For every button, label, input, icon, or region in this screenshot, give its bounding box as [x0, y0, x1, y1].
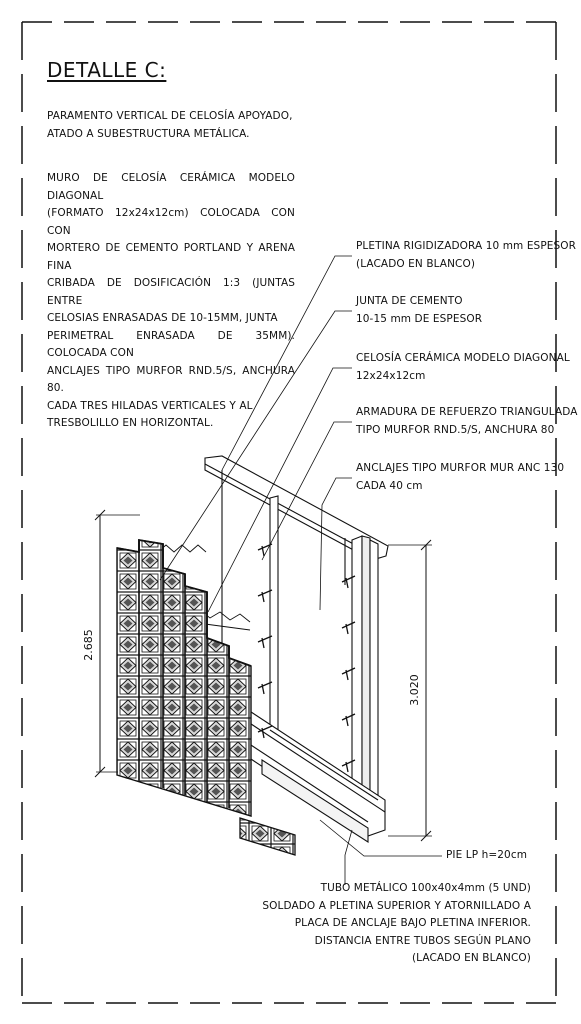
- label-line: SOLDADO A PLETINA SUPERIOR Y ATORNILLADO A: [262, 899, 531, 912]
- description-line: PERIMETRAL ENRASADA DE 35MM). COLOCADA CON: [47, 329, 295, 359]
- description-line: CELOSIAS ENRASADAS DE 10-15MM, JUNTA: [47, 312, 278, 324]
- label-line: CADA 40 cm: [356, 479, 423, 492]
- description-line: CADA TRES HILADAS VERTICALES Y AL: [47, 399, 253, 412]
- label-line: (LACADO EN BLANCO): [356, 257, 476, 270]
- label-line: TUBO METÁLICO 100x40x4mm (5 UND): [320, 882, 531, 894]
- label-celosia: [356, 350, 570, 385]
- label-line: DISTANCIA ENTRE TUBOS SEGÚN PLANO: [314, 934, 531, 947]
- label-line: CELOSÍA CERÁMICA MODELO DIAGONAL: [356, 352, 570, 364]
- label-armadura: [356, 404, 578, 439]
- description-text: [47, 170, 295, 433]
- label-line: JUNTA DE CEMENTO: [356, 295, 463, 307]
- description-line: MURO DE CELOSÍA CERÁMICA MODELO DIAGONAL: [47, 172, 295, 202]
- description-line: CRIBADA DE DOSIFICACIÓN 1:3 (JUNTAS ENTRE: [47, 277, 295, 307]
- label-line: ANCLAJES TIPO MURFOR MUR ANC 130: [356, 462, 565, 474]
- label-line: TIPO MURFOR RND.5/S, ANCHURA 80: [356, 423, 555, 436]
- label-line: 10-15 mm DE ESPESOR: [356, 312, 483, 325]
- label-line: (LACADO EN BLANCO): [411, 952, 531, 964]
- label-anclajes: [356, 460, 564, 495]
- description-line: TRESBOLILLO EN HORIZONTAL.: [47, 417, 214, 429]
- intro-line: PARAMENTO VERTICAL DE CELOSÍA APOYADO,: [47, 110, 293, 122]
- label-line: 12x24x12cm: [356, 369, 426, 382]
- detail-title: DETALLE C:: [47, 58, 167, 82]
- label-line: PLACA DE ANCLAJE BAJO PLETINA INFERIOR.: [294, 917, 531, 929]
- ground-course: [240, 818, 295, 855]
- description-line: MORTERO DE CEMENTO PORTLAND Y ARENA FINA: [47, 242, 295, 272]
- label-line: ARMADURA DE REFUERZO TRIANGULADA: [356, 406, 578, 418]
- lattice-wall: [117, 540, 295, 855]
- intro-line: ATADO A SUBESTRUCTURA METÁLICA.: [47, 127, 250, 140]
- label-junta: [356, 293, 482, 328]
- dimension-right: 3.020: [408, 674, 421, 706]
- label-line: PLETINA RIGIDIZADORA 10 mm ESPESOR: [356, 240, 577, 252]
- description-line: ANCLAJES TIPO MURFOR RND.5/S, ANCHURA 80.: [47, 364, 295, 394]
- intro-text: [47, 108, 293, 143]
- label-pie: PIE LP h=20cm: [446, 849, 528, 861]
- label-tubo: [262, 880, 531, 968]
- dimension-left: 2.685: [82, 629, 95, 661]
- label-pletina: [356, 238, 576, 273]
- description-line: (FORMATO 12x24x12cm) COLOCADA CON CON: [47, 207, 295, 237]
